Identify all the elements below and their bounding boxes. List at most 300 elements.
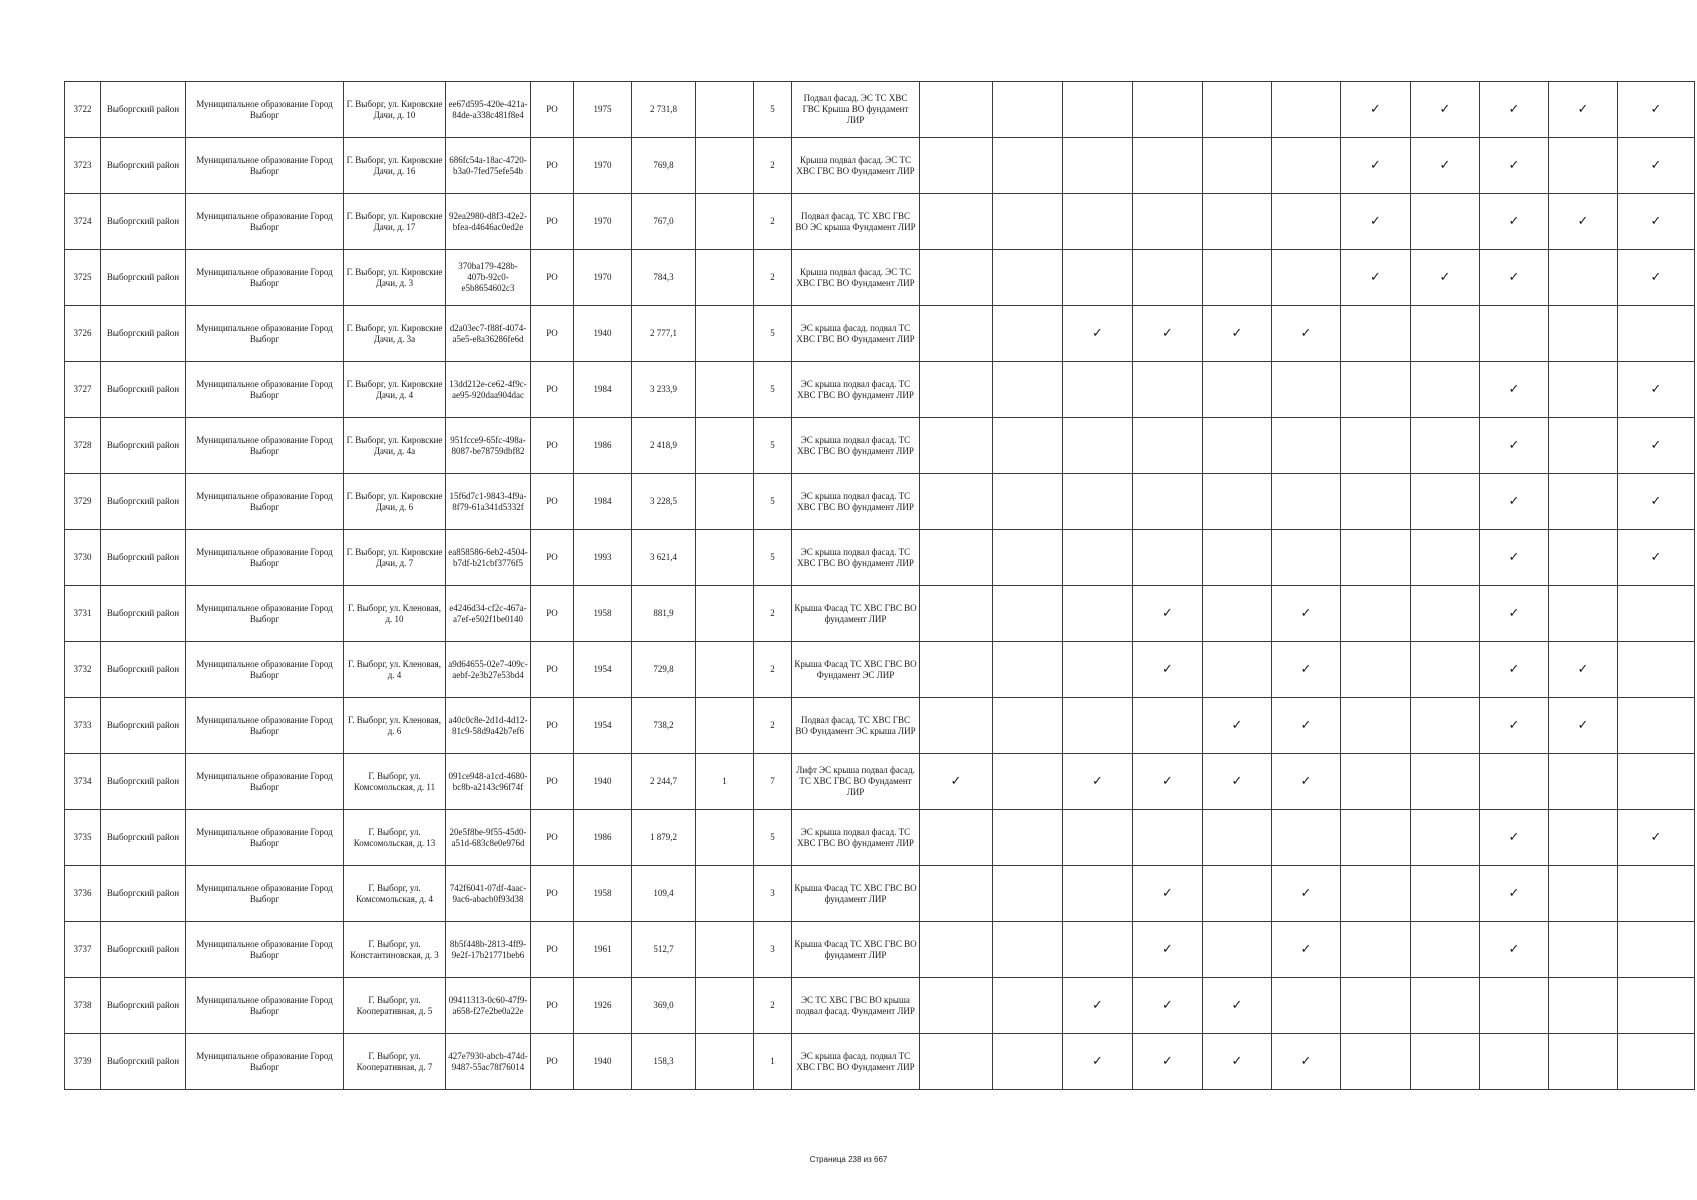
check-mark-cell — [1272, 194, 1341, 250]
row-number-cell: 3735 — [65, 810, 101, 866]
check-mark-cell — [920, 418, 993, 474]
check-mark-cell — [1411, 194, 1480, 250]
check-mark-cell — [1133, 474, 1203, 530]
works-cell: ЭС крыша подвал фасад. ТС ХВС ГВС ВО фундамент ЛИР — [792, 530, 920, 586]
floors-cell: 2 — [754, 642, 792, 698]
form-cell: РО — [531, 810, 574, 866]
district-cell: Выборгский район — [101, 138, 186, 194]
check-mark-cell — [1341, 418, 1411, 474]
district-cell: Выборгский район — [101, 586, 186, 642]
check-mark-cell — [1549, 978, 1618, 1034]
check-mark-cell — [1063, 362, 1133, 418]
lifts-count-cell — [696, 698, 754, 754]
check-mark-cell — [1618, 642, 1695, 698]
check-mark-cell — [920, 474, 993, 530]
check-mark-cell — [1549, 1034, 1618, 1090]
district-cell: Выборгский район — [101, 82, 186, 138]
year-cell: 1940 — [574, 306, 632, 362]
check-mark-cell — [920, 866, 993, 922]
year-cell: 1986 — [574, 418, 632, 474]
municipality-cell: Муниципальное образование Город Выборг — [186, 474, 344, 530]
check-mark-cell: ✓ — [1411, 82, 1480, 138]
check-mark-cell — [1549, 474, 1618, 530]
table-row — [65, 922, 1695, 978]
check-mark-cell — [1618, 586, 1695, 642]
address-cell: Г. Выборг, ул. Кировские Дачи, д. 4 — [344, 362, 446, 418]
check-mark-cell: ✓ — [1272, 1034, 1341, 1090]
check-mark-cell — [920, 586, 993, 642]
check-mark-cell — [920, 362, 993, 418]
lifts-count-cell — [696, 138, 754, 194]
year-cell: 1970 — [574, 194, 632, 250]
area-cell: 2 777,1 — [632, 306, 696, 362]
works-cell: Крыша Фасад ТС ХВС ГВС ВО фундамент ЛИР — [792, 586, 920, 642]
check-mark-cell: ✓ — [1618, 138, 1695, 194]
row-number-cell: 3737 — [65, 922, 101, 978]
address-cell: Г. Выборг, ул. Кировские Дачи, д. 3а — [344, 306, 446, 362]
check-mark-cell: ✓ — [1480, 642, 1549, 698]
year-cell: 1970 — [574, 250, 632, 306]
check-mark-cell — [920, 194, 993, 250]
table-row — [65, 698, 1695, 754]
district-cell: Выборгский район — [101, 250, 186, 306]
check-mark-cell — [1272, 138, 1341, 194]
form-cell: РО — [531, 978, 574, 1034]
form-cell: РО — [531, 698, 574, 754]
form-cell: РО — [531, 250, 574, 306]
guid-cell: 20e5f8be-9f55-45d0-a51d-683c8e0e976d — [446, 810, 531, 866]
check-mark-cell — [993, 642, 1063, 698]
check-mark-cell — [1549, 362, 1618, 418]
check-mark-cell: ✓ — [1549, 642, 1618, 698]
check-mark-cell — [1203, 530, 1272, 586]
guid-cell: 92ea2980-d8f3-42e2-bfea-d4646ac0ed2e — [446, 194, 531, 250]
check-mark-cell — [993, 306, 1063, 362]
check-mark-cell — [1411, 586, 1480, 642]
check-mark-cell — [1411, 866, 1480, 922]
floors-cell: 3 — [754, 866, 792, 922]
form-cell: РО — [531, 1034, 574, 1090]
check-mark-cell: ✓ — [1272, 754, 1341, 810]
check-mark-cell: ✓ — [1063, 754, 1133, 810]
form-cell: РО — [531, 306, 574, 362]
check-mark-cell: ✓ — [1480, 194, 1549, 250]
check-mark-cell — [1411, 474, 1480, 530]
lifts-count-cell — [696, 530, 754, 586]
address-cell: Г. Выборг, ул. Кировские Дачи, д. 4а — [344, 418, 446, 474]
lifts-count-cell — [696, 586, 754, 642]
check-mark-cell — [1618, 922, 1695, 978]
floors-cell: 2 — [754, 250, 792, 306]
district-cell: Выборгский район — [101, 194, 186, 250]
district-cell: Выборгский район — [101, 642, 186, 698]
check-mark-cell — [1272, 530, 1341, 586]
row-number-cell: 3724 — [65, 194, 101, 250]
floors-cell: 2 — [754, 978, 792, 1034]
works-cell: ЭС крыша подвал фасад. ТС ХВС ГВС ВО фундамент ЛИР — [792, 474, 920, 530]
check-mark-cell — [1341, 698, 1411, 754]
check-mark-cell — [1480, 754, 1549, 810]
check-mark-cell — [920, 698, 993, 754]
address-cell: Г. Выборг, ул. Кленовая, д. 4 — [344, 642, 446, 698]
year-cell: 1940 — [574, 1034, 632, 1090]
check-mark-cell — [1133, 194, 1203, 250]
check-mark-cell — [993, 418, 1063, 474]
check-mark-cell — [993, 250, 1063, 306]
floors-cell: 5 — [754, 306, 792, 362]
address-cell: Г. Выборг, ул. Кировские Дачи, д. 7 — [344, 530, 446, 586]
guid-cell: 370ba179-428b-407b-92c0-e5b8654602c3 — [446, 250, 531, 306]
address-cell: Г. Выборг, ул. Кировские Дачи, д. 17 — [344, 194, 446, 250]
check-mark-cell — [1272, 810, 1341, 866]
address-cell: Г. Выборг, ул. Комсомольская, д. 11 — [344, 754, 446, 810]
works-cell: ЭС ТС ХВС ГВС ВО крыша подвал фасад. Фундамент ЛИР — [792, 978, 920, 1034]
municipality-cell: Муниципальное образование Город Выборг — [186, 530, 344, 586]
check-mark-cell: ✓ — [1063, 978, 1133, 1034]
guid-cell: e4246d34-cf2c-467a-a7ef-e502f1be0140 — [446, 586, 531, 642]
check-mark-cell — [1341, 866, 1411, 922]
check-mark-cell: ✓ — [1549, 194, 1618, 250]
check-mark-cell: ✓ — [1480, 418, 1549, 474]
check-mark-cell — [993, 754, 1063, 810]
area-cell: 2 418,9 — [632, 418, 696, 474]
municipality-cell: Муниципальное образование Город Выборг — [186, 418, 344, 474]
lifts-count-cell: 1 — [696, 754, 754, 810]
check-mark-cell: ✓ — [1618, 194, 1695, 250]
check-mark-cell — [1063, 866, 1133, 922]
table-row — [65, 418, 1695, 474]
check-mark-cell: ✓ — [1618, 362, 1695, 418]
check-mark-cell: ✓ — [1133, 1034, 1203, 1090]
check-mark-cell: ✓ — [1480, 250, 1549, 306]
check-mark-cell — [1618, 306, 1695, 362]
municipality-cell: Муниципальное образование Город Выборг — [186, 698, 344, 754]
check-mark-cell — [1480, 978, 1549, 1034]
form-cell: РО — [531, 530, 574, 586]
row-number-cell: 3728 — [65, 418, 101, 474]
address-cell: Г. Выборг, ул. Кооперативная, д. 7 — [344, 1034, 446, 1090]
check-mark-cell — [1618, 754, 1695, 810]
check-mark-cell — [1480, 1034, 1549, 1090]
area-cell: 729,8 — [632, 642, 696, 698]
municipality-cell: Муниципальное образование Город Выборг — [186, 138, 344, 194]
check-mark-cell: ✓ — [1133, 306, 1203, 362]
check-mark-cell — [920, 138, 993, 194]
check-mark-cell: ✓ — [1133, 978, 1203, 1034]
works-cell: ЭС крыша подвал фасад. ТС ХВС ГВС ВО фундамент ЛИР — [792, 418, 920, 474]
check-mark-cell — [993, 530, 1063, 586]
district-cell: Выборгский район — [101, 530, 186, 586]
table-row — [65, 754, 1695, 810]
municipality-cell: Муниципальное образование Город Выборг — [186, 978, 344, 1034]
check-mark-cell — [1341, 978, 1411, 1034]
check-mark-cell — [1133, 138, 1203, 194]
check-mark-cell: ✓ — [1341, 82, 1411, 138]
area-cell: 109,4 — [632, 866, 696, 922]
check-mark-cell: ✓ — [1133, 754, 1203, 810]
municipality-cell: Муниципальное образование Город Выборг — [186, 1034, 344, 1090]
check-mark-cell: ✓ — [1272, 642, 1341, 698]
floors-cell: 2 — [754, 698, 792, 754]
area-cell: 769,8 — [632, 138, 696, 194]
floors-cell: 5 — [754, 810, 792, 866]
check-mark-cell — [1411, 362, 1480, 418]
works-cell: Подвал фасад. ТС ХВС ГВС ВО Фундамент ЭС крыша ЛИР — [792, 698, 920, 754]
municipality-cell: Муниципальное образование Город Выборг — [186, 810, 344, 866]
floors-cell: 5 — [754, 362, 792, 418]
check-mark-cell — [1063, 418, 1133, 474]
check-mark-cell: ✓ — [1549, 82, 1618, 138]
check-mark-cell: ✓ — [1203, 698, 1272, 754]
lifts-count-cell — [696, 642, 754, 698]
form-cell: РО — [531, 194, 574, 250]
address-cell: Г. Выборг, ул. Кировские Дачи, д. 6 — [344, 474, 446, 530]
area-cell: 738,2 — [632, 698, 696, 754]
check-mark-cell — [993, 978, 1063, 1034]
check-mark-cell — [1480, 306, 1549, 362]
row-number-cell: 3739 — [65, 1034, 101, 1090]
form-cell: РО — [531, 922, 574, 978]
check-mark-cell: ✓ — [1341, 194, 1411, 250]
works-cell: Крыша Фасад ТС ХВС ГВС ВО фундамент ЛИР — [792, 922, 920, 978]
address-cell: Г. Выборг, ул. Кировские Дачи, д. 3 — [344, 250, 446, 306]
lifts-count-cell — [696, 418, 754, 474]
year-cell: 1984 — [574, 362, 632, 418]
check-mark-cell — [1618, 978, 1695, 1034]
floors-cell: 7 — [754, 754, 792, 810]
district-cell: Выборгский район — [101, 1034, 186, 1090]
check-mark-cell — [920, 978, 993, 1034]
lifts-count-cell — [696, 306, 754, 362]
check-mark-cell — [1133, 82, 1203, 138]
area-cell: 158,3 — [632, 1034, 696, 1090]
check-mark-cell — [1411, 810, 1480, 866]
works-cell: ЭС крыша фасад. подвал ТС ХВС ГВС ВО Фундамент ЛИР — [792, 306, 920, 362]
check-mark-cell — [1549, 810, 1618, 866]
check-mark-cell — [1341, 586, 1411, 642]
guid-cell: a40c0c8e-2d1d-4d12-81c9-58d9a42b7ef6 — [446, 698, 531, 754]
year-cell: 1926 — [574, 978, 632, 1034]
guid-cell: 15f6d7c1-9843-4f9a-8f79-61a341d5332f — [446, 474, 531, 530]
row-number-cell: 3738 — [65, 978, 101, 1034]
table-row — [65, 978, 1695, 1034]
lifts-count-cell — [696, 82, 754, 138]
district-cell: Выборгский район — [101, 306, 186, 362]
municipality-cell: Муниципальное образование Город Выборг — [186, 362, 344, 418]
check-mark-cell — [1203, 586, 1272, 642]
check-mark-cell: ✓ — [1480, 922, 1549, 978]
area-cell: 512,7 — [632, 922, 696, 978]
check-mark-cell: ✓ — [1272, 922, 1341, 978]
table-row — [65, 306, 1695, 362]
check-mark-cell — [1341, 530, 1411, 586]
check-mark-cell — [1341, 642, 1411, 698]
check-mark-cell — [1549, 922, 1618, 978]
check-mark-cell — [1411, 530, 1480, 586]
guid-cell: 686fc54a-18ac-4720-b3a0-7fed75efe54b — [446, 138, 531, 194]
check-mark-cell — [1272, 250, 1341, 306]
check-mark-cell — [1411, 922, 1480, 978]
check-mark-cell: ✓ — [1272, 586, 1341, 642]
lifts-count-cell — [696, 866, 754, 922]
guid-cell: 427e7930-abcb-474d-9487-55ac78f76014 — [446, 1034, 531, 1090]
check-mark-cell — [1549, 418, 1618, 474]
check-mark-cell — [1618, 866, 1695, 922]
check-mark-cell — [1063, 82, 1133, 138]
check-mark-cell — [1203, 250, 1272, 306]
lifts-count-cell — [696, 1034, 754, 1090]
guid-cell: 951fcce9-65fc-498a-8087-be78759dbf82 — [446, 418, 531, 474]
check-mark-cell: ✓ — [1411, 250, 1480, 306]
check-mark-cell — [993, 810, 1063, 866]
lifts-count-cell — [696, 978, 754, 1034]
works-cell: Крыша Фасад ТС ХВС ГВС ВО фундамент ЛИР — [792, 866, 920, 922]
form-cell: РО — [531, 82, 574, 138]
check-mark-cell — [1133, 810, 1203, 866]
check-mark-cell — [1549, 306, 1618, 362]
works-cell: ЭС крыша подвал фасад. ТС ХВС ГВС ВО фундамент ЛИР — [792, 362, 920, 418]
table-row — [65, 1034, 1695, 1090]
area-cell: 3 621,4 — [632, 530, 696, 586]
address-cell: Г. Выборг, ул. Константиновская, д. 3 — [344, 922, 446, 978]
check-mark-cell — [1063, 250, 1133, 306]
district-cell: Выборгский район — [101, 866, 186, 922]
district-cell: Выборгский район — [101, 810, 186, 866]
check-mark-cell — [1411, 306, 1480, 362]
works-cell: Крыша подвал фасад. ЭС ТС ХВС ГВС ВО Фундамент ЛИР — [792, 250, 920, 306]
check-mark-cell: ✓ — [920, 754, 993, 810]
check-mark-cell — [993, 586, 1063, 642]
form-cell: РО — [531, 586, 574, 642]
year-cell: 1954 — [574, 642, 632, 698]
check-mark-cell: ✓ — [1272, 698, 1341, 754]
lifts-count-cell — [696, 810, 754, 866]
row-number-cell: 3730 — [65, 530, 101, 586]
check-mark-cell — [1133, 250, 1203, 306]
check-mark-cell: ✓ — [1272, 866, 1341, 922]
district-cell: Выборгский район — [101, 922, 186, 978]
check-mark-cell — [920, 530, 993, 586]
table-row — [65, 642, 1695, 698]
check-mark-cell — [920, 1034, 993, 1090]
check-mark-cell — [1272, 474, 1341, 530]
check-mark-cell — [920, 922, 993, 978]
check-mark-cell — [1203, 642, 1272, 698]
form-cell: РО — [531, 138, 574, 194]
check-mark-cell — [920, 250, 993, 306]
area-cell: 784,3 — [632, 250, 696, 306]
district-cell: Выборгский район — [101, 698, 186, 754]
form-cell: РО — [531, 754, 574, 810]
check-mark-cell — [993, 866, 1063, 922]
address-cell: Г. Выборг, ул. Комсомольская, д. 4 — [344, 866, 446, 922]
area-cell: 1 879,2 — [632, 810, 696, 866]
check-mark-cell — [1411, 1034, 1480, 1090]
check-mark-cell: ✓ — [1480, 866, 1549, 922]
municipality-cell: Муниципальное образование Город Выборг — [186, 922, 344, 978]
guid-cell: ea858586-6eb2-4504-b7df-b21cbf3776f5 — [446, 530, 531, 586]
year-cell: 1984 — [574, 474, 632, 530]
check-mark-cell: ✓ — [1133, 586, 1203, 642]
check-mark-cell — [1411, 642, 1480, 698]
address-cell: Г. Выборг, ул. Кооперативная, д. 5 — [344, 978, 446, 1034]
check-mark-cell — [1549, 586, 1618, 642]
check-mark-cell: ✓ — [1203, 978, 1272, 1034]
check-mark-cell — [1341, 754, 1411, 810]
check-mark-cell: ✓ — [1203, 1034, 1272, 1090]
form-cell: РО — [531, 642, 574, 698]
check-mark-cell: ✓ — [1480, 82, 1549, 138]
area-cell: 767,0 — [632, 194, 696, 250]
check-mark-cell: ✓ — [1341, 250, 1411, 306]
table-row — [65, 194, 1695, 250]
check-mark-cell — [1203, 82, 1272, 138]
check-mark-cell — [1063, 698, 1133, 754]
check-mark-cell — [1272, 418, 1341, 474]
works-cell: ЭС крыша подвал фасад. ТС ХВС ГВС ВО фундамент ЛИР — [792, 810, 920, 866]
check-mark-cell — [993, 138, 1063, 194]
check-mark-cell — [1341, 1034, 1411, 1090]
lifts-count-cell — [696, 250, 754, 306]
check-mark-cell — [1063, 194, 1133, 250]
check-mark-cell — [1133, 698, 1203, 754]
check-mark-cell — [1341, 810, 1411, 866]
table-row — [65, 586, 1695, 642]
works-cell: Крыша Фасад ТС ХВС ГВС ВО Фундамент ЭС ЛИР — [792, 642, 920, 698]
check-mark-cell — [1618, 698, 1695, 754]
page-footer: Страница 238 из 667 — [809, 1155, 888, 1164]
check-mark-cell — [1063, 138, 1133, 194]
check-mark-cell — [1341, 922, 1411, 978]
check-mark-cell — [1203, 418, 1272, 474]
area-cell: 881,9 — [632, 586, 696, 642]
area-cell: 3 233,9 — [632, 362, 696, 418]
check-mark-cell — [1063, 474, 1133, 530]
floors-cell: 2 — [754, 586, 792, 642]
year-cell: 1993 — [574, 530, 632, 586]
guid-cell: 8b5f448b-2813-4ff9-9e2f-17b21771beb6 — [446, 922, 531, 978]
area-cell: 369,0 — [632, 978, 696, 1034]
check-mark-cell: ✓ — [1549, 698, 1618, 754]
check-mark-cell — [1411, 978, 1480, 1034]
row-number-cell: 3731 — [65, 586, 101, 642]
address-cell: Г. Выборг, ул. Кировские Дачи, д. 16 — [344, 138, 446, 194]
row-number-cell: 3729 — [65, 474, 101, 530]
table-row — [65, 362, 1695, 418]
works-cell: Лифт ЭС крыша подвал фасад. ТС ХВС ГВС ВО Фундамент ЛИР — [792, 754, 920, 810]
works-cell: Подвал фасад. ЭС ТС ХВС ГВС Крыша ВО фундамент ЛИР — [792, 82, 920, 138]
check-mark-cell — [1203, 810, 1272, 866]
table-row — [65, 530, 1695, 586]
check-mark-cell — [1341, 474, 1411, 530]
housing-registry-table — [64, 81, 1695, 1090]
check-mark-cell: ✓ — [1341, 138, 1411, 194]
works-cell: Подвал фасад. ТС ХВС ГВС ВО ЭС крыша Фундамент ЛИР — [792, 194, 920, 250]
lifts-count-cell — [696, 922, 754, 978]
district-cell: Выборгский район — [101, 978, 186, 1034]
check-mark-cell — [1063, 922, 1133, 978]
check-mark-cell: ✓ — [1480, 698, 1549, 754]
year-cell: 1958 — [574, 586, 632, 642]
table-row — [65, 138, 1695, 194]
table-row — [65, 866, 1695, 922]
row-number-cell: 3733 — [65, 698, 101, 754]
table-row — [65, 82, 1695, 138]
form-cell: РО — [531, 418, 574, 474]
table-row — [65, 810, 1695, 866]
district-cell: Выборгский район — [101, 474, 186, 530]
table-row — [65, 250, 1695, 306]
